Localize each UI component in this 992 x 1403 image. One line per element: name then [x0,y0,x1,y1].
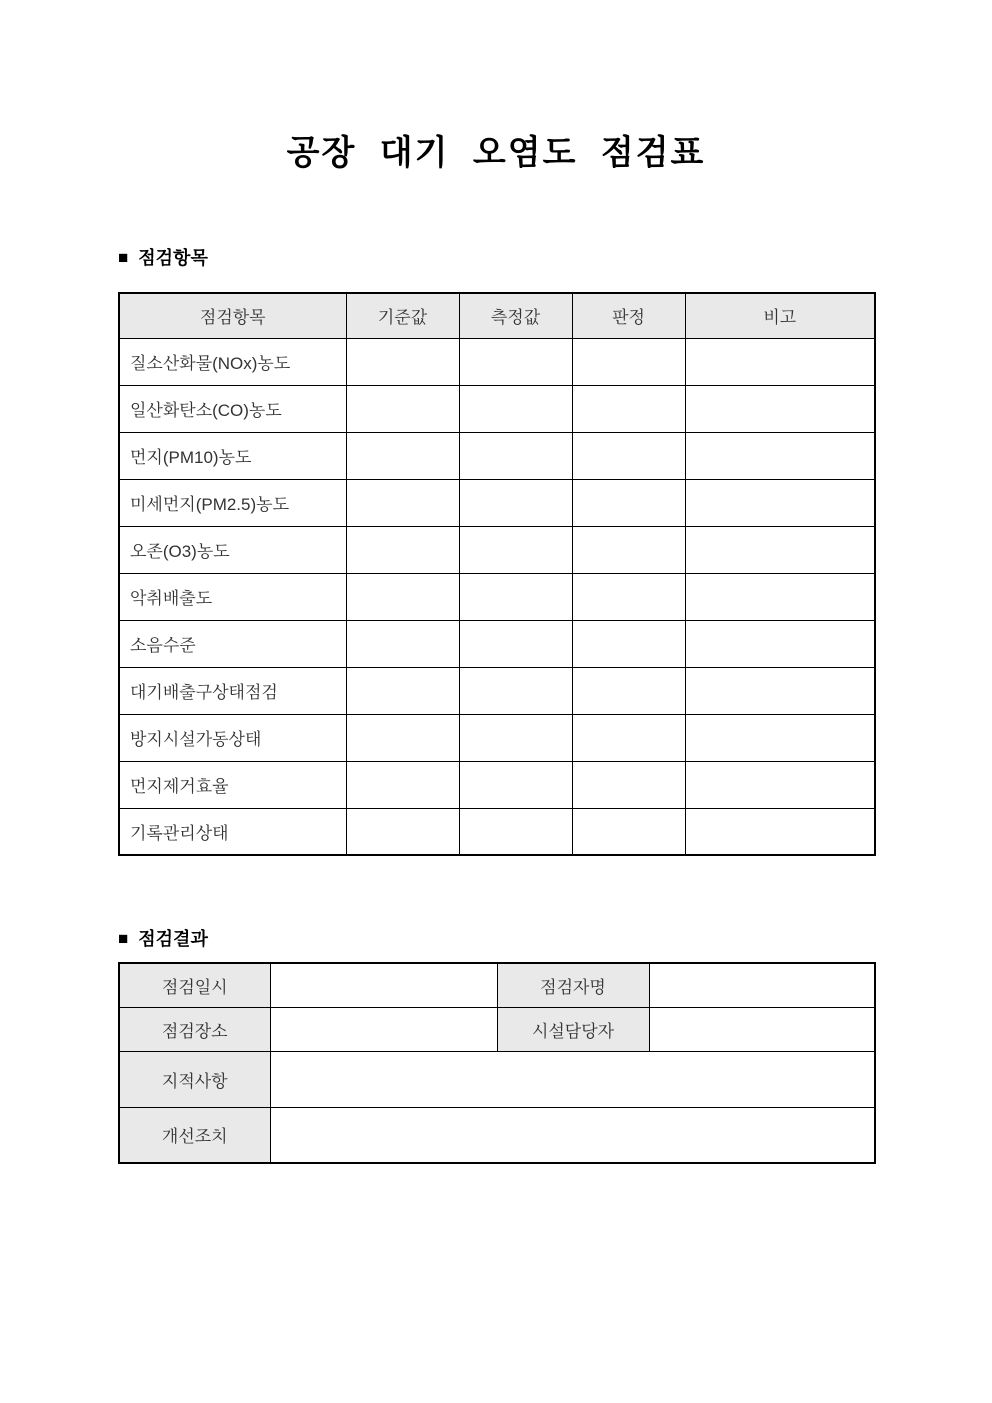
remarks-cell[interactable] [685,667,875,714]
section-title: 점검항목 [138,248,208,268]
checklist-header-row [119,293,875,338]
table-row [119,338,875,385]
results-table [118,962,876,1164]
inspection-item-label: 소음수준 [119,620,346,667]
judgment-cell[interactable] [572,667,685,714]
inspection-item-label: 오존(O3)농도 [119,526,346,573]
inspection-item-label: 대기배출구상태점검 [119,667,346,714]
section-bullet-icon: ■ [118,248,129,267]
standard-value-cell[interactable] [346,667,459,714]
section-heading-items [118,248,874,268]
table-row [119,963,875,1007]
table-row [119,432,875,479]
table-row [119,1107,875,1163]
remarks-cell[interactable] [685,620,875,667]
issues-noted-cell[interactable] [270,1051,875,1107]
remarks-cell[interactable] [685,761,875,808]
corrective-action-cell[interactable] [270,1107,875,1163]
inspection-location-cell[interactable] [270,1007,497,1051]
judgment-cell[interactable] [572,808,685,855]
measured-value-cell[interactable] [459,620,572,667]
section-heading-results [118,929,874,949]
remarks-cell[interactable] [685,714,875,761]
table-row [119,1007,875,1051]
judgment-cell[interactable] [572,479,685,526]
column-header-judgment: 판정 [572,293,685,338]
table-row [119,385,875,432]
measured-value-cell[interactable] [459,338,572,385]
checklist-table [118,292,876,856]
remarks-cell[interactable] [685,573,875,620]
inspection-item-label: 먼지제거효율 [119,761,346,808]
measured-value-cell[interactable] [459,385,572,432]
standard-value-cell[interactable] [346,573,459,620]
field-label-inspection-location: 점검장소 [119,1007,270,1051]
judgment-cell[interactable] [572,338,685,385]
inspection-item-label: 미세먼지(PM2.5)농도 [119,479,346,526]
remarks-cell[interactable] [685,338,875,385]
standard-value-cell[interactable] [346,432,459,479]
measured-value-cell[interactable] [459,714,572,761]
table-row [119,1051,875,1107]
judgment-cell[interactable] [572,432,685,479]
standard-value-cell[interactable] [346,526,459,573]
remarks-cell[interactable] [685,432,875,479]
standard-value-cell[interactable] [346,479,459,526]
judgment-cell[interactable] [572,526,685,573]
measured-value-cell[interactable] [459,573,572,620]
inspector-name-cell[interactable] [649,963,875,1007]
measured-value-cell[interactable] [459,667,572,714]
table-row [119,667,875,714]
remarks-cell[interactable] [685,479,875,526]
field-label-facility-manager: 시설담당자 [497,1007,649,1051]
field-label-corrective-action: 개선조치 [119,1107,270,1163]
inspection-datetime-cell[interactable] [270,963,497,1007]
judgment-cell[interactable] [572,620,685,667]
table-row [119,526,875,573]
remarks-cell[interactable] [685,526,875,573]
judgment-cell[interactable] [572,761,685,808]
judgment-cell[interactable] [572,714,685,761]
inspection-item-label: 방지시설가동상태 [119,714,346,761]
table-row [119,761,875,808]
inspection-item-label: 먼지(PM10)농도 [119,432,346,479]
inspection-item-label: 질소산화물(NOx)농도 [119,338,346,385]
table-row [119,573,875,620]
field-label-inspector-name: 점검자명 [497,963,649,1007]
column-header-remarks: 비고 [685,293,875,338]
column-header-item: 점검항목 [119,293,346,338]
standard-value-cell[interactable] [346,761,459,808]
inspection-item-label: 악취배출도 [119,573,346,620]
inspection-item-label: 기록관리상태 [119,808,346,855]
field-label-inspection-datetime: 점검일시 [119,963,270,1007]
measured-value-cell[interactable] [459,479,572,526]
section-title: 점검결과 [138,929,208,949]
judgment-cell[interactable] [572,385,685,432]
facility-manager-cell[interactable] [649,1007,875,1051]
table-row [119,479,875,526]
measured-value-cell[interactable] [459,526,572,573]
remarks-cell[interactable] [685,385,875,432]
standard-value-cell[interactable] [346,620,459,667]
standard-value-cell[interactable] [346,714,459,761]
judgment-cell[interactable] [572,573,685,620]
standard-value-cell[interactable] [346,338,459,385]
measured-value-cell[interactable] [459,761,572,808]
field-label-issues-noted: 지적사항 [119,1051,270,1107]
table-row [119,620,875,667]
inspection-item-label: 일산화탄소(CO)농도 [119,385,346,432]
measured-value-cell[interactable] [459,808,572,855]
table-row [119,808,875,855]
column-header-standard-value: 기준값 [346,293,459,338]
standard-value-cell[interactable] [346,808,459,855]
remarks-cell[interactable] [685,808,875,855]
standard-value-cell[interactable] [346,385,459,432]
document-content [118,0,874,1164]
measured-value-cell[interactable] [459,432,572,479]
section-bullet-icon: ■ [118,929,129,948]
page-title: 공장 대기 오염도 점검표 [286,134,706,172]
column-header-measured-value: 측정값 [459,293,572,338]
table-row [119,714,875,761]
